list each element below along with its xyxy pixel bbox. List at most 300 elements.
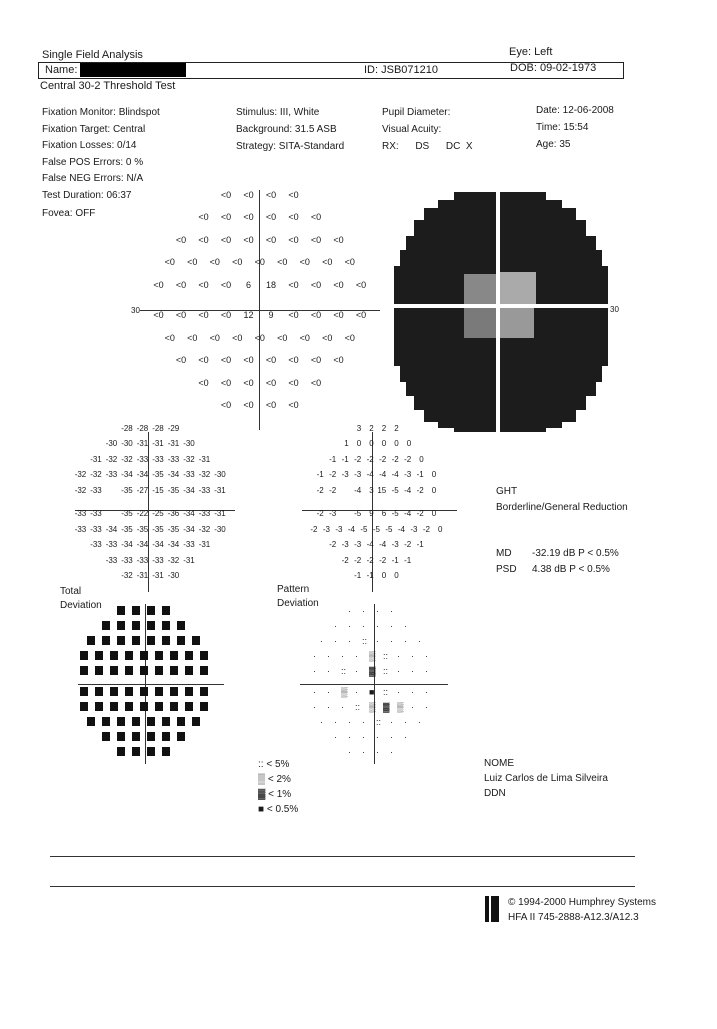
pattern-deviation-value: -3	[322, 524, 330, 534]
threshold-value: <0	[310, 355, 322, 365]
threshold-value: <0	[277, 257, 288, 267]
threshold-value: <0	[220, 189, 232, 200]
total-deviation-value: -33	[105, 555, 118, 565]
pattern-prob-symbol: ·	[362, 717, 365, 727]
total-prob-symbol-square	[162, 621, 170, 630]
total-deviation-value: -31	[152, 439, 164, 448]
pattern-prob-symbol: ·	[425, 687, 428, 697]
total-deviation-value: -31	[136, 571, 149, 580]
total-prob-symbol-square	[95, 666, 103, 675]
total-deviation-value: -36	[167, 509, 180, 518]
total-deviation-value: -33	[74, 524, 87, 534]
total-prob-symbol-square	[140, 666, 148, 675]
total-prob-symbol-square	[110, 666, 118, 675]
pattern-deviation-value: 0	[369, 439, 374, 448]
ght-label: GHT	[496, 486, 518, 497]
total-prob-symbol-square	[132, 717, 140, 726]
total-deviation-value: -34	[121, 470, 133, 479]
pattern-deviation-value: -4	[347, 524, 355, 534]
threshold-value: <0	[355, 310, 367, 320]
legend-text: < 1%	[268, 789, 292, 800]
pattern-prob-symbol: ·	[376, 747, 379, 757]
total-deviation-value: -31	[152, 571, 164, 580]
pattern-deviation-value: -4	[404, 509, 412, 518]
legend-text: < 2%	[267, 774, 291, 785]
threshold-value: <0	[322, 257, 333, 267]
pattern-prob-symbol: ·	[355, 687, 358, 697]
pattern-deviation-value: -2	[354, 555, 362, 565]
pattern-prob-symbol: ·	[313, 651, 316, 661]
total-deviation-value: -34	[183, 509, 195, 518]
pattern-deviation-value: -2	[422, 524, 430, 534]
total-deviation-value: -34	[105, 524, 118, 534]
threshold-value: <0	[299, 257, 310, 267]
pattern-deviation-value: -2	[329, 485, 337, 495]
threshold-value: <0	[175, 279, 187, 290]
pattern-prob-symbol: ·	[425, 666, 428, 676]
total-deviation-value: -33	[183, 540, 195, 549]
threshold-value: <0	[187, 257, 198, 267]
total-prob-symbol-square	[177, 636, 185, 645]
total-prob-symbol-square	[147, 717, 155, 726]
deviation-label: Deviation	[277, 598, 319, 609]
total-prob-symbol-square	[132, 636, 140, 645]
pattern-prob-symbol: ::	[355, 702, 361, 712]
total-prob-symbol-square	[95, 702, 103, 711]
pattern-prob-symbol: ■	[369, 687, 375, 697]
total-prob-symbol-square	[140, 702, 148, 711]
threshold-value: <0	[310, 310, 322, 320]
pattern-prob-symbol: ·	[348, 717, 351, 727]
pattern-prob-symbol: ·	[327, 702, 330, 712]
total-deviation-value: -33	[90, 524, 102, 534]
total-prob-symbol-square	[80, 666, 88, 675]
total-prob-symbol-square	[110, 687, 118, 696]
total-deviation-value: -31	[136, 439, 149, 448]
pattern-deviation-value: -3	[410, 524, 418, 534]
patient-id: ID: JSB071210	[364, 64, 438, 76]
total-prob-symbol-square	[200, 666, 208, 675]
total-deviation-value: -35	[167, 485, 180, 495]
total-deviation-value: -33	[136, 454, 149, 464]
footer-line-top	[50, 856, 635, 857]
total-deviation-value: -32	[167, 555, 180, 565]
total-prob-symbol-square	[155, 687, 163, 696]
pattern-deviation-value: -2	[316, 509, 324, 518]
legend-symbol: ▓	[258, 789, 266, 800]
threshold-value: <0	[243, 400, 254, 410]
pattern-prob-symbol: ·	[334, 621, 337, 631]
pattern-prob-symbol: ·	[404, 636, 407, 646]
total-deviation-value: -28	[136, 423, 149, 433]
pattern-deviation-value: -3	[335, 524, 343, 534]
total-deviation-value: -32	[121, 454, 133, 464]
pattern-deviation-value: -2	[379, 454, 387, 464]
pattern-prob-symbol: ·	[327, 687, 330, 697]
threshold-value: <0	[288, 279, 299, 290]
pattern-deviation-value: -1	[366, 571, 374, 580]
total-prob-symbol-square	[170, 702, 178, 711]
total-prob-symbol-square	[125, 702, 133, 711]
visual-acuity: Visual Acuity:	[382, 124, 442, 135]
annotation-line: Luiz Carlos de Lima Silveira	[484, 773, 608, 784]
total-label: Total	[60, 586, 82, 597]
total-deviation-value: -33	[183, 470, 195, 479]
threshold-value: <0	[299, 332, 310, 343]
total-prob-symbol-square	[155, 666, 163, 675]
pattern-prob-symbol: ::	[376, 717, 382, 727]
pattern-deviation-value: -5	[391, 509, 399, 518]
pattern-deviation-value: -5	[372, 524, 380, 534]
total-prob-symbol-square	[117, 717, 125, 726]
total-prob-symbol-square	[117, 606, 125, 615]
total-deviation-value: -33	[152, 454, 164, 464]
total-deviation-value: -31	[90, 454, 102, 464]
pattern-deviation-value: -4	[366, 540, 374, 549]
pattern-prob-symbol: ·	[355, 651, 358, 661]
total-deviation-value: -33	[105, 540, 118, 549]
pattern-deviation-value: -4	[366, 470, 374, 479]
test-date: Date: 12-06-2008	[536, 105, 614, 116]
pattern-prob-symbol: ·	[418, 717, 421, 727]
threshold-value: 12	[243, 310, 254, 320]
pattern-prob-symbol: ·	[313, 687, 316, 697]
threshold-value: <0	[232, 332, 243, 343]
pattern-deviation-value: -1	[416, 470, 424, 479]
pattern-prob-symbol: ·	[362, 621, 365, 631]
pattern-prob-symbol: ·	[404, 732, 407, 742]
total-prob-symbol-square	[147, 636, 155, 645]
pattern-prob-symbol: ·	[390, 606, 393, 616]
legend-symbol: ■	[258, 804, 265, 815]
total-deviation-value: -31	[214, 509, 226, 518]
fixation-target: Fixation Target: Central	[42, 123, 146, 135]
threshold-value: <0	[333, 355, 344, 365]
total-prob-symbol-square	[87, 636, 95, 645]
legend-text: < 5%	[266, 759, 290, 770]
grayscale-patch	[464, 274, 496, 304]
total-prob-symbol-square	[170, 687, 178, 696]
threshold-value: <0	[310, 279, 322, 290]
pattern-deviation-value: -1	[316, 470, 324, 479]
threshold-map	[140, 190, 380, 430]
total-deviation-value: -32	[198, 524, 211, 534]
threshold-value: <0	[220, 310, 232, 320]
total-deviation-value: -27	[136, 485, 149, 495]
total-deviation-value: -33	[90, 540, 102, 549]
pattern-prob-symbol: ▒	[369, 702, 376, 712]
pattern-deviation-value: -3	[341, 540, 349, 549]
total-deviation-value: -33	[90, 485, 102, 495]
total-deviation-value: -29	[167, 423, 180, 433]
pattern-deviation-value: 0	[431, 485, 437, 495]
humphrey-logo	[485, 896, 499, 922]
probability-legend	[258, 757, 298, 817]
threshold-value: <0	[277, 332, 288, 343]
threshold-value: <0	[265, 234, 277, 245]
pattern-deviation-value: -2	[404, 540, 412, 549]
total-prob-symbol-square	[147, 606, 155, 615]
test-time: Time: 15:54	[536, 122, 589, 133]
params-mid	[236, 104, 344, 155]
ght-value: Borderline/General Reduction	[496, 502, 628, 513]
annotation-line: NOME	[484, 758, 514, 769]
pattern-prob-symbol: ·	[334, 636, 337, 646]
total-prob-symbol-square	[177, 732, 185, 741]
total-prob-symbol-square	[147, 747, 155, 756]
total-deviation-value: -35	[152, 524, 164, 534]
threshold-value: 18	[265, 279, 276, 290]
threshold-value: <0	[333, 234, 344, 245]
tprob-horizontal-axis	[78, 684, 224, 685]
threshold-value: <0	[243, 212, 254, 222]
pattern-prob-symbol: ::	[383, 687, 389, 697]
fovea: Fovea: OFF	[42, 208, 96, 219]
total-deviation-value: -35	[121, 509, 133, 518]
threshold-value: <0	[232, 257, 243, 267]
annotation-line: DDN	[484, 788, 506, 799]
total-deviation-value: -28	[121, 423, 133, 433]
pattern-deviation-value: -3	[354, 540, 362, 549]
pattern-prob-symbol: ·	[313, 702, 316, 712]
threshold-value: <0	[243, 355, 254, 365]
pattern-prob-symbol: ·	[348, 747, 351, 757]
legend-item	[258, 802, 298, 817]
pattern-prob-symbol: ·	[341, 651, 344, 661]
threshold-value: <0	[265, 212, 277, 222]
total-prob-symbol-square	[125, 666, 133, 675]
total-prob-symbol-square	[192, 636, 200, 645]
total-prob-symbol-square	[102, 621, 110, 630]
params-far	[536, 102, 614, 153]
pattern-prob-symbol: ·	[390, 621, 393, 631]
pattern-deviation-value: 0	[431, 470, 437, 479]
total-prob-symbol-square	[95, 687, 103, 696]
pattern-deviation-value: -3	[354, 470, 362, 479]
total-deviation-value: -32	[198, 470, 211, 479]
false-pos: False POS Errors: 0 %	[42, 156, 144, 168]
deviation-label: Deviation	[60, 600, 102, 611]
pattern-deviation-value: -2	[366, 555, 374, 565]
copyright: © 1994-2000 Humphrey Systems	[508, 897, 656, 908]
total-deviation-value: -30	[105, 439, 118, 448]
rx: RX: DS DC X	[382, 141, 473, 152]
total-prob-symbol-square	[87, 717, 95, 726]
legend-symbol: ::	[258, 759, 264, 770]
pattern-deviation-probability	[300, 604, 450, 764]
total-prob-symbol-square	[177, 621, 185, 630]
total-prob-symbol-square	[162, 636, 170, 645]
threshold-value: <0	[333, 279, 344, 290]
total-prob-symbol-square	[125, 651, 133, 660]
total-prob-symbol-square	[185, 651, 193, 660]
threshold-value: <0	[153, 279, 164, 290]
pattern-deviation-value: -1	[416, 540, 424, 549]
total-prob-symbol-square	[110, 702, 118, 711]
threshold-value: <0	[198, 355, 209, 365]
pattern-prob-symbol: ::	[341, 666, 347, 676]
total-prob-symbol-square	[200, 702, 208, 711]
pattern-deviation-value: 2	[394, 423, 399, 433]
pattern-prob-symbol: ·	[355, 666, 358, 676]
pattern-deviation-value: -2	[354, 454, 362, 464]
dob: DOB: 09-02-1973	[510, 62, 597, 74]
total-deviation-value: -15	[152, 485, 164, 495]
legend-item	[258, 787, 298, 802]
pattern-deviation-value: 15	[377, 485, 387, 495]
pattern-prob-symbol: ·	[390, 747, 393, 757]
grayscale-patch	[500, 272, 536, 304]
pattern-prob-symbol: ·	[327, 651, 330, 661]
total-prob-symbol-square	[170, 666, 178, 675]
pattern-deviation-value: -4	[397, 524, 405, 534]
pattern-deviation-value: -1	[391, 555, 399, 565]
pattern-prob-symbol: ·	[334, 732, 337, 742]
pattern-prob-symbol: ·	[334, 717, 337, 727]
pattern-deviation-value: -1	[354, 571, 362, 580]
total-prob-symbol-square	[147, 732, 155, 741]
pattern-deviation-value: -2	[416, 485, 424, 495]
pattern-deviation-value: -4	[391, 470, 399, 479]
pattern-prob-symbol: ·	[348, 732, 351, 742]
pattern-prob-symbol: ·	[411, 687, 414, 697]
total-deviation-value: -34	[136, 470, 149, 479]
threshold-value: <0	[288, 189, 299, 200]
pattern-deviation-value: 2	[381, 423, 387, 433]
total-prob-symbol-square	[155, 702, 163, 711]
stimulus: Stimulus: III, White	[236, 107, 320, 118]
psd-label: PSD	[496, 564, 517, 575]
threshold-value: <0	[209, 332, 220, 343]
total-deviation-value: -32	[121, 571, 133, 580]
threshold-value: 9	[268, 310, 274, 320]
threshold-value: <0	[288, 355, 299, 365]
total-deviation-value: -32	[183, 454, 195, 464]
threshold-value: <0	[243, 377, 254, 388]
redacted-name	[80, 63, 186, 77]
pattern-prob-symbol: ·	[376, 636, 379, 646]
pattern-deviation-value: -3	[341, 470, 349, 479]
total-deviation-value: -32	[90, 470, 102, 479]
pattern-prob-symbol: ▒	[397, 702, 404, 712]
total-deviation-value: -34	[183, 485, 195, 495]
threshold-value: <0	[333, 310, 344, 320]
total-prob-symbol-square	[162, 732, 170, 741]
threshold-value: <0	[198, 279, 209, 290]
threshold-value: <0	[288, 377, 299, 388]
total-prob-symbol-square	[162, 717, 170, 726]
name-label: Name:	[45, 64, 78, 76]
total-deviation-value: -25	[152, 509, 164, 518]
total-deviation-value: -30	[121, 439, 133, 448]
threshold-value: <0	[265, 189, 277, 200]
pattern-deviation-value: 0	[394, 439, 399, 448]
threshold-value: <0	[310, 212, 322, 222]
total-prob-symbol-square	[132, 606, 140, 615]
pupil-diameter: Pupil Diameter:	[382, 107, 451, 118]
pattern-deviation-value: -5	[385, 524, 393, 534]
pattern-prob-symbol: ::	[383, 666, 389, 676]
md-value: -32.19 dB P < 0.5%	[532, 548, 619, 559]
threshold-value: <0	[187, 332, 198, 343]
total-prob-symbol-square	[185, 702, 193, 711]
threshold-value: <0	[175, 355, 187, 365]
pattern-prob-symbol: ·	[327, 666, 330, 676]
total-prob-symbol-square	[132, 747, 140, 756]
pattern-deviation-value: -3	[404, 470, 412, 479]
total-prob-symbol-square	[200, 651, 208, 660]
total-prob-symbol-square	[185, 666, 193, 675]
pattern-prob-symbol: ::	[362, 636, 368, 646]
pattern-prob-symbol: ·	[320, 636, 323, 646]
threshold-value: <0	[175, 310, 187, 320]
grayscale-patch	[500, 308, 534, 338]
threshold-value: <0	[265, 400, 277, 410]
strategy: Strategy: SITA-Standard	[236, 141, 345, 152]
threshold-value: <0	[243, 189, 254, 200]
pattern-deviation-value: 3	[356, 423, 362, 433]
threshold-value: <0	[288, 400, 299, 410]
pattern-prob-symbol: ·	[397, 666, 400, 676]
threshold-value: <0	[322, 332, 333, 343]
threshold-value: <0	[288, 212, 299, 222]
eye-label: Eye: Left	[509, 46, 553, 58]
pattern-prob-symbol: ·	[411, 702, 414, 712]
pattern-label: Pattern	[277, 584, 310, 595]
grayscale-axis-label: 30	[610, 305, 619, 314]
threshold-value: <0	[209, 257, 220, 267]
total-deviation-value: -33	[136, 555, 149, 565]
legend-item	[258, 757, 298, 772]
pattern-deviation-value: -1	[329, 454, 337, 464]
total-deviation-value: -33	[152, 555, 164, 565]
pattern-prob-symbol: ·	[362, 606, 365, 616]
total-deviation-value: -33	[90, 509, 102, 518]
total-prob-symbol-square	[170, 651, 178, 660]
pattern-prob-symbol: ▒	[341, 687, 348, 697]
pattern-deviation-value: -4	[354, 485, 362, 495]
threshold-value: <0	[198, 377, 209, 388]
total-deviation-value: -33	[167, 454, 180, 464]
total-prob-symbol-square	[192, 717, 200, 726]
grayscale-horizontal-axis	[386, 304, 616, 308]
total-prob-symbol-square	[140, 651, 148, 660]
device-version: HFA II 745-2888-A12.3/A12.3	[508, 912, 639, 923]
threshold-value: <0	[355, 279, 367, 290]
threshold-value: <0	[220, 279, 232, 290]
legend-text: < 0.5%	[266, 804, 299, 815]
pattern-deviation-value: 0	[394, 571, 399, 580]
total-deviation-value: -22	[136, 509, 149, 518]
pattern-deviation-value: 0	[381, 571, 387, 580]
threshold-value: <0	[265, 377, 277, 388]
total-prob-symbol-square	[102, 717, 110, 726]
pattern-deviation-value: -2	[316, 485, 324, 495]
threshold-value: <0	[288, 310, 299, 320]
pattern-prob-symbol: ·	[362, 732, 365, 742]
pattern-prob-symbol: ·	[397, 687, 400, 697]
total-deviation-numeric	[55, 423, 235, 592]
pattern-prob-symbol: ·	[341, 702, 344, 712]
pattern-deviation-value: -5	[391, 485, 399, 495]
total-deviation-value: -34	[152, 540, 164, 549]
pattern-deviation-value: -2	[329, 470, 337, 479]
pattern-prob-symbol: ▓	[369, 666, 376, 676]
pattern-deviation-value: 0	[381, 439, 387, 448]
total-prob-symbol-square	[185, 687, 193, 696]
pattern-prob-symbol: ::	[383, 651, 389, 661]
pattern-deviation-value: -3	[391, 540, 399, 549]
